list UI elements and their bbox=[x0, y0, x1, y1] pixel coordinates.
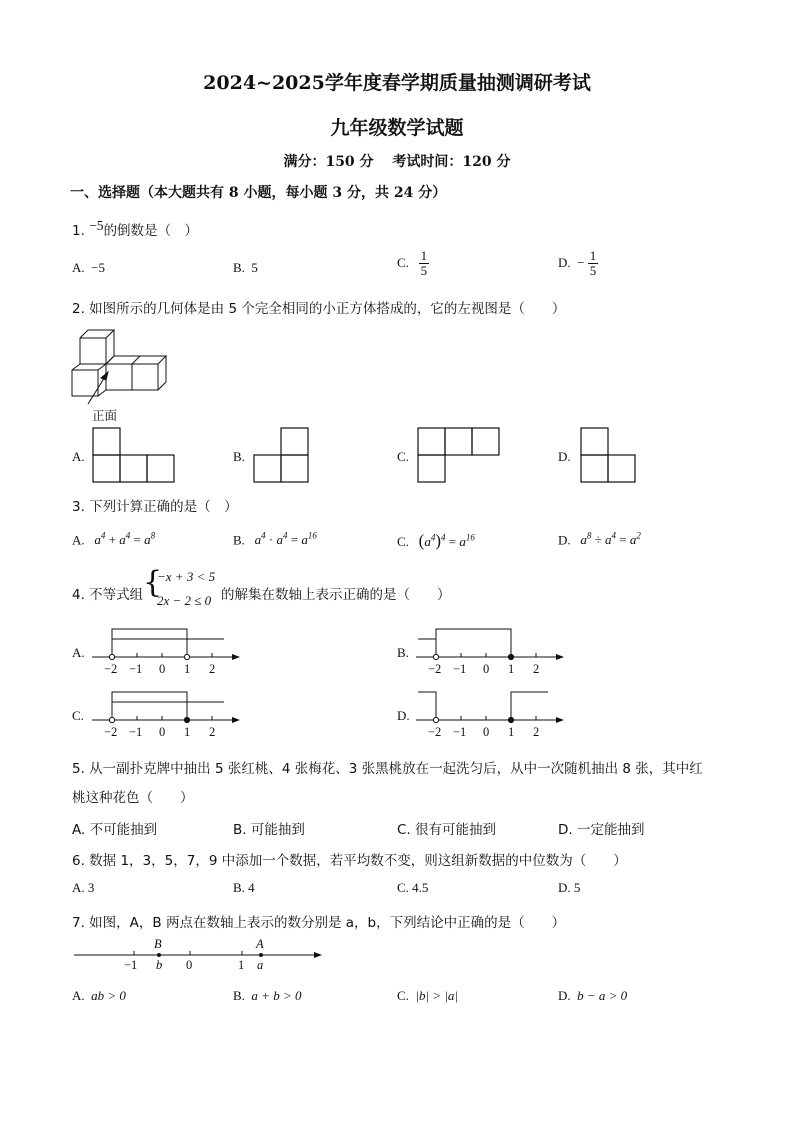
solution-ray bbox=[418, 639, 436, 657]
question-2: 2. 如图所示的几何体是由 5 个完全相同的小正方体搭成的，它的左视图是（ ） bbox=[72, 301, 566, 317]
tick-label: 2 bbox=[533, 725, 540, 739]
q7-number-line bbox=[72, 934, 324, 974]
q3-option-b[interactable]: B. $a^4 \cdot a^4 = a^{16}$ bbox=[233, 531, 317, 548]
q1-option-a[interactable]: A. −5 bbox=[72, 260, 105, 275]
q5-option-c[interactable]: C. 很有可能抽到 bbox=[397, 822, 497, 838]
q2-option-a-figure[interactable] bbox=[92, 427, 176, 483]
q6-option-b[interactable]: B. 4 bbox=[233, 880, 255, 895]
q2-option-b-figure[interactable] bbox=[253, 427, 311, 483]
solution-segment bbox=[112, 692, 187, 720]
tick-label: −2 bbox=[104, 725, 118, 739]
q7-option-b[interactable]: B. a + b > 0 bbox=[233, 988, 302, 1003]
tick-label: −2 bbox=[104, 662, 118, 676]
solution-segment bbox=[112, 629, 187, 657]
q2-option-c-label[interactable]: C. bbox=[397, 449, 409, 464]
tick-label: −2 bbox=[428, 725, 442, 739]
open-point bbox=[109, 654, 114, 659]
tick-one: 1 bbox=[238, 958, 245, 972]
open-point bbox=[433, 717, 438, 722]
open-point bbox=[109, 717, 114, 722]
q6-option-a[interactable]: A. 3 bbox=[72, 880, 95, 895]
open-point bbox=[433, 654, 438, 659]
solution-segment bbox=[436, 629, 511, 657]
question-7: 7. 如图，A，B 两点在数轴上表示的数分别是 a，b，下列结论中正确的是（ ） bbox=[72, 915, 566, 931]
solution-ray bbox=[511, 692, 548, 720]
q4-suffix: 的解集在数轴上表示正确的是（ ） bbox=[221, 587, 451, 603]
q7-option-d[interactable]: D. b − a > 0 bbox=[558, 988, 628, 1003]
axis-arrow bbox=[232, 717, 240, 723]
front-label: 正面 bbox=[92, 408, 118, 423]
tick-label: 2 bbox=[533, 662, 540, 676]
q5-option-b[interactable]: B. 可能抽到 bbox=[233, 822, 305, 838]
solution-ray bbox=[418, 692, 436, 720]
q4-option-c-numberline[interactable] bbox=[92, 688, 242, 740]
tick-label: 0 bbox=[483, 725, 490, 739]
score-info: 满分：150 分 考试时间：120 分 bbox=[283, 154, 511, 170]
tick-zero: 0 bbox=[186, 958, 193, 972]
tick-label: −1 bbox=[129, 662, 143, 676]
q2-option-c-figure[interactable] bbox=[417, 427, 501, 483]
q7-option-a[interactable]: A. ab > 0 bbox=[72, 988, 126, 1003]
tick-label: −1 bbox=[129, 725, 143, 739]
q4-option-d-label[interactable]: D. bbox=[397, 708, 410, 723]
tick-label: 1 bbox=[508, 725, 515, 739]
solution-ray bbox=[112, 639, 224, 657]
q2-option-b-label[interactable]: B. bbox=[233, 449, 245, 464]
question-1 bbox=[72, 219, 198, 239]
question-5-line1: 5. 从一副扑克牌中抽出 5 张红桃、4 张梅花、3 张黑桃放在一起洗匀后，从中一次随机抽出 8 张，其中红 bbox=[72, 761, 703, 777]
q2-option-a-label[interactable]: A. bbox=[72, 449, 85, 464]
tick-label: 2 bbox=[209, 662, 216, 676]
q3-option-a[interactable]: A. $a^4 + a^4 = a^8$ bbox=[72, 531, 156, 548]
tick-label: 0 bbox=[159, 662, 166, 676]
closed-point bbox=[508, 654, 513, 659]
inequality-1: −x + 3 < 5 bbox=[157, 569, 216, 584]
axis-arrow bbox=[556, 717, 564, 723]
question-3: 3. 下列计算正确的是（ ） bbox=[72, 499, 238, 515]
q2-option-d-label[interactable]: D. bbox=[558, 449, 571, 464]
q1-text: 的倒数是（ ） bbox=[103, 223, 199, 239]
label-A: A bbox=[256, 937, 264, 951]
q4-prefix: 4. 不等式组 bbox=[72, 587, 144, 603]
fraction: $\frac{1}{5}$ bbox=[420, 248, 428, 278]
q1-option-d[interactable]: D. − $\frac{1}{5}$ bbox=[558, 248, 597, 278]
solution-ray bbox=[112, 702, 224, 720]
tick-label: 1 bbox=[184, 662, 191, 676]
label-B: B bbox=[154, 937, 162, 951]
tick-label: 0 bbox=[483, 662, 490, 676]
q4-option-a-numberline[interactable] bbox=[92, 625, 242, 677]
q6-option-c[interactable]: C. 4.5 bbox=[397, 880, 429, 895]
q1-option-c[interactable]: C. $\frac{1}{5}$ bbox=[397, 248, 428, 278]
q1-expr: −5 bbox=[89, 218, 104, 233]
axis-arrow bbox=[232, 654, 240, 660]
tick-label: 0 bbox=[159, 725, 166, 739]
exam-title: 2024~2025学年度春学期质量抽测调研考试 bbox=[203, 72, 591, 94]
q3-option-d[interactable]: D. $a^8 \div a^4 = a^2$ bbox=[558, 531, 641, 548]
tick-label: −1 bbox=[453, 725, 467, 739]
q3-option-c[interactable]: C. $(a^4)^4 = a^{16}$ bbox=[397, 531, 475, 550]
q5-option-a[interactable]: A. 不可能抽到 bbox=[72, 822, 158, 838]
tick-label: 2 bbox=[209, 725, 216, 739]
point-a bbox=[259, 953, 263, 957]
tick-minus-one: −1 bbox=[124, 958, 138, 972]
q4-option-b-label[interactable]: B. bbox=[397, 645, 409, 660]
fraction: $\frac{1}{5}$ bbox=[589, 248, 597, 278]
q6-option-d[interactable]: D. 5 bbox=[558, 880, 581, 895]
tick-label: −1 bbox=[453, 662, 467, 676]
q1-number: 1. bbox=[72, 223, 85, 239]
q2-option-d-figure[interactable] bbox=[580, 427, 638, 483]
q1-option-b[interactable]: B. 5 bbox=[233, 260, 258, 275]
question-5-line2: 桃这种花色（ ） bbox=[72, 790, 194, 806]
closed-point bbox=[184, 717, 189, 722]
brace: { bbox=[143, 565, 163, 600]
q5-option-d[interactable]: D. 一定能抽到 bbox=[558, 822, 645, 838]
closed-point bbox=[508, 717, 513, 722]
q4-option-c-label[interactable]: C. bbox=[72, 708, 84, 723]
question-6: 6. 数据 1，3，5，7，9 中添加一个数据，若平均数不变，则这组新数据的中位数为（ ） bbox=[72, 853, 627, 869]
tick-label: 1 bbox=[184, 725, 191, 739]
section-heading: 一、选择题（本大题共有 8 小题，每小题 3 分，共 24 分） bbox=[70, 185, 447, 201]
label-a: a bbox=[257, 958, 264, 972]
q4-option-d-numberline[interactable] bbox=[416, 688, 566, 740]
exam-subtitle: 九年级数学试题 bbox=[330, 117, 464, 139]
tick-label: 1 bbox=[508, 662, 515, 676]
point-b bbox=[157, 953, 161, 957]
label-b: b bbox=[156, 958, 163, 972]
axis-arrow bbox=[556, 654, 564, 660]
tick-label: −2 bbox=[428, 662, 442, 676]
inequality-2: 2x − 2 ≤ 0 bbox=[157, 593, 212, 608]
cube-solid-figure bbox=[70, 322, 180, 422]
q4-option-b-numberline[interactable] bbox=[416, 625, 566, 677]
q7-option-c[interactable]: C. |b| > |a| bbox=[397, 988, 458, 1003]
open-point bbox=[184, 654, 189, 659]
q4-option-a-label[interactable]: A. bbox=[72, 645, 85, 660]
